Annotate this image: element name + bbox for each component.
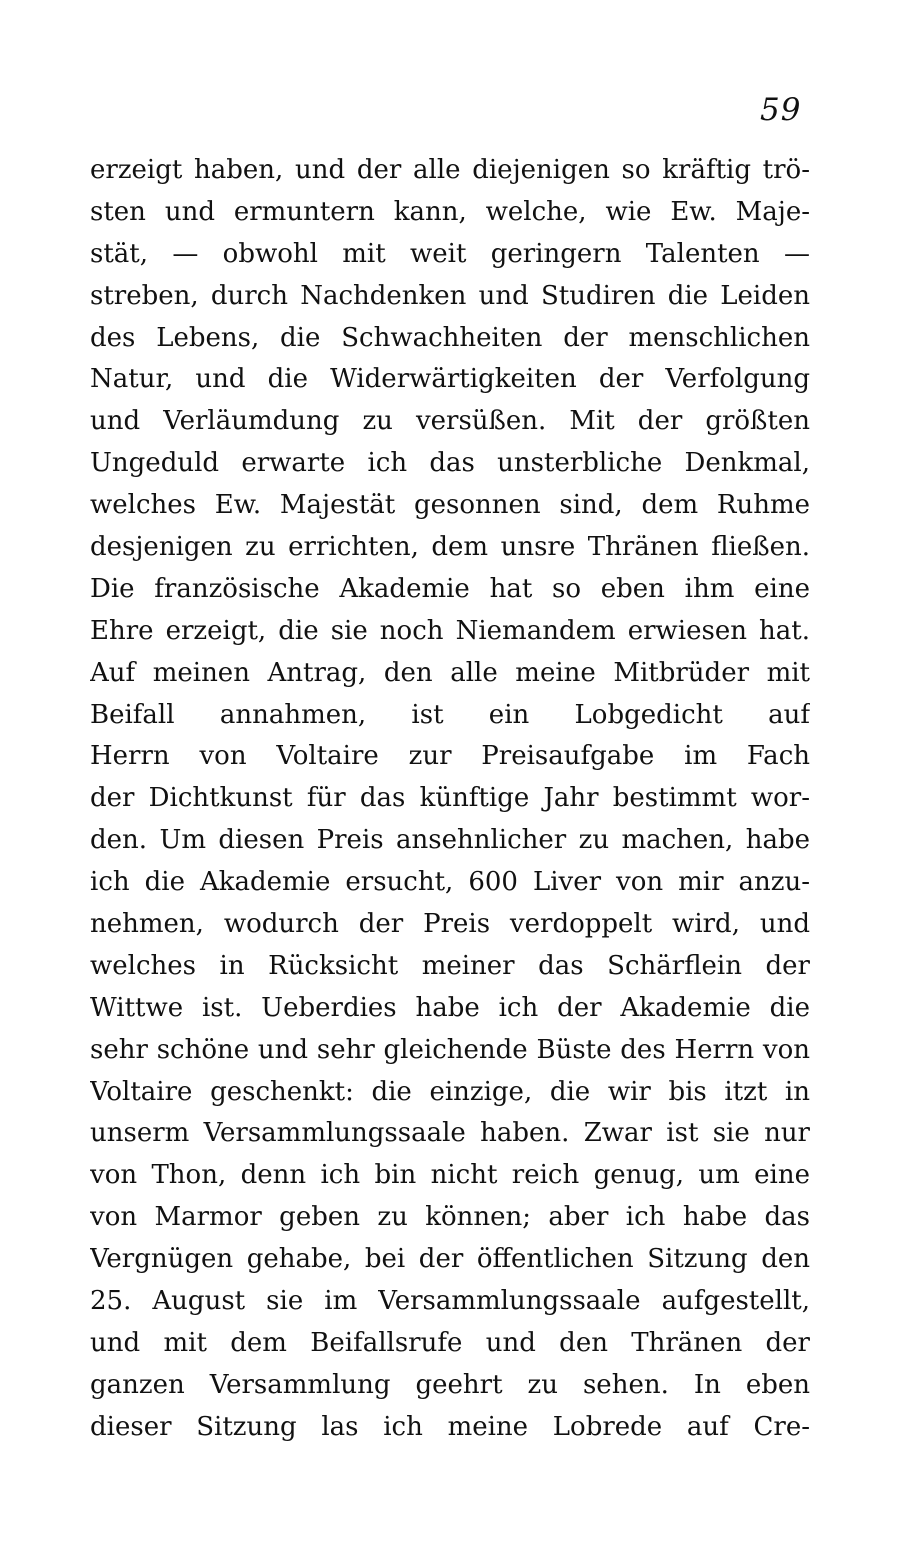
text-line: Wittwe ist. Ueberdies habe ich der Akademie die [90,992,810,1023]
text-line: ganzen Versammlung geehrt zu sehen. In eben [90,1369,810,1400]
text-line: welches in Rücksicht meiner das Schärflein der [90,950,810,981]
text-line: 25. August sie im Versammlungssaale aufgestellt, [90,1286,810,1317]
text-line: desjenigen zu errichten, dem unsre Thränen fließen. [90,532,810,563]
text-line: nehmen, wodurch der Preis verdoppelt wird, und [90,909,810,940]
text-line: erzeigt haben, und der alle diejenigen so kräftig trö- [90,155,810,185]
text-line: Herrn von Voltaire zur Preisaufgabe im Fach [90,741,810,772]
text-line: sehr schöne und sehr gleichende Büste des Herrn von [90,1034,810,1065]
text-line: der Dichtkunst für das künftige Jahr bestimmt wor- [90,783,810,814]
body-text [90,150,810,1449]
text-line: und mit dem Beifallsrufe und den Thränen der [90,1327,810,1358]
text-line: Voltaire geschenkt: die einzige, die wir bis itzt in [90,1076,810,1107]
text-line: unserm Versammlungssaale haben. Zwar ist sie nur [90,1118,810,1149]
text-line: von Thon, denn ich bin nicht reich genug, um eine [90,1160,810,1191]
text-line: Vergnügen gehabe, bei der öffentlichen Sitzung den [90,1244,810,1275]
text-line: Ungeduld erwarte ich das unsterbliche Denkmal, [90,448,810,479]
text-line: sten und ermuntern kann, welche, wie Ew. Maje- [90,196,810,227]
text-line: Die französische Akademie hat so eben ihm eine [90,573,810,604]
text-line: Natur, und die Widerwärtigkeiten der Verfolgung [90,364,810,395]
text-line: Auf meinen Antrag, den alle meine Mitbrüder mit [90,657,810,688]
text-line: dieser Sitzung las ich meine Lobrede auf Cre- [90,1411,810,1442]
text-line: stät, — obwohl mit weit geringern Talenten — [90,238,810,269]
text-line: von Marmor geben zu können; aber ich habe das [90,1202,810,1233]
page-number: 59 [760,92,802,128]
text-line: ich die Akademie ersucht, 600 Liver von mir anzu- [90,867,810,898]
text-line: Ehre erzeigt, die sie noch Niemandem erwiesen hat. [90,615,810,646]
text-line: des Lebens, die Schwachheiten der menschlichen [90,322,810,353]
text-line: den. Um diesen Preis ansehnlicher zu machen, habe [90,825,810,856]
text-line: welches Ew. Majestät gesonnen sind, dem Ruhme [90,490,810,521]
text-line: Beifall annahmen, ist ein Lobgedicht auf [90,699,810,730]
text-line: und Verläumdung zu versüßen. Mit der größten [90,406,810,437]
text-line: streben, durch Nachdenken und Studiren die Leiden [90,280,810,311]
